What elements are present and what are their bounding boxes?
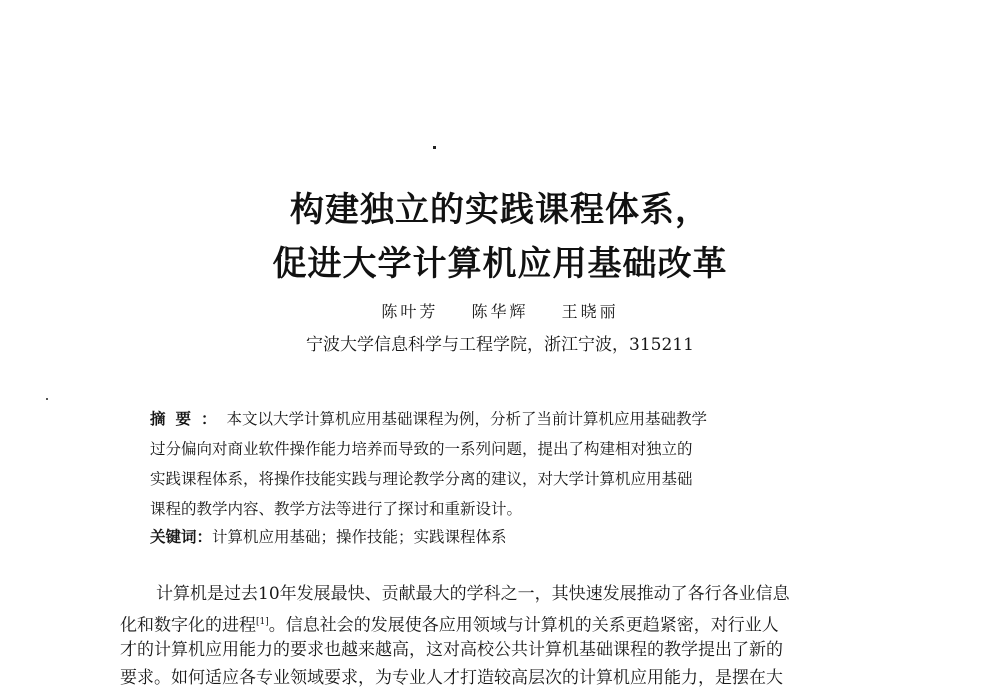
keywords-text: 计算机应用基础；操作技能；实践课程体系 — [212, 528, 507, 546]
body-paragraph — [120, 580, 900, 692]
citation-ref: [1] — [256, 617, 269, 627]
body-text-segment: 。信息社会的发展使各应用领域与计算机的关系更趋紧密，对行业人 — [268, 615, 779, 636]
abstract-line: 课程的教学内容、教学方法等进行了探讨和重新设计。 — [150, 500, 523, 518]
paper-title-line-2: 促进大学计算机应用基础改革 — [272, 244, 728, 284]
abstract-line: 实践课程体系，将操作技能实践与理论教学分离的建议，对大学计算机应用基础 — [150, 470, 693, 488]
author-list — [0, 299, 1000, 322]
keywords-label: 关键词： — [150, 528, 213, 546]
body-line: 要求。如何适应各专业领域要求，为专业人才打造较高层次的计算机应用能力，是摆在大 — [120, 668, 783, 688]
body-text-segment: 化和数字化的进程 — [120, 615, 256, 636]
abstract-section — [150, 404, 870, 524]
author-name: 陈华辉 — [471, 302, 529, 321]
author-name: 陈叶芳 — [381, 302, 439, 321]
body-line: 计算机是过去10年发展最快、贡献最大的学科之一，其快速发展推动了各行各业信息 — [156, 584, 790, 604]
author-name: 王晓丽 — [561, 302, 619, 321]
scan-speck — [46, 398, 48, 400]
abstract-line — [150, 404, 870, 434]
body-line — [120, 608, 900, 636]
author-affiliation: 宁波大学信息科学与工程学院，浙江宁波，315211 — [306, 335, 694, 355]
abstract-line: 过分偏向对商业软件操作能力培养而导致的一系列问题，提出了构建相对独立的 — [150, 440, 693, 458]
body-line: 才的计算机应用能力的要求也越来越高，这对高校公共计算机基础课程的教学提出了新的 — [120, 640, 783, 660]
abstract-label: 摘要： — [150, 410, 227, 428]
abstract-text: 本文以大学计算机应用基础课程为例，分析了当前计算机应用基础教学 — [226, 410, 708, 428]
paper-title-line-1: 构建独立的实践课程体系， — [290, 190, 710, 230]
keywords-section — [150, 524, 507, 550]
decorative-dot — [433, 146, 436, 149]
